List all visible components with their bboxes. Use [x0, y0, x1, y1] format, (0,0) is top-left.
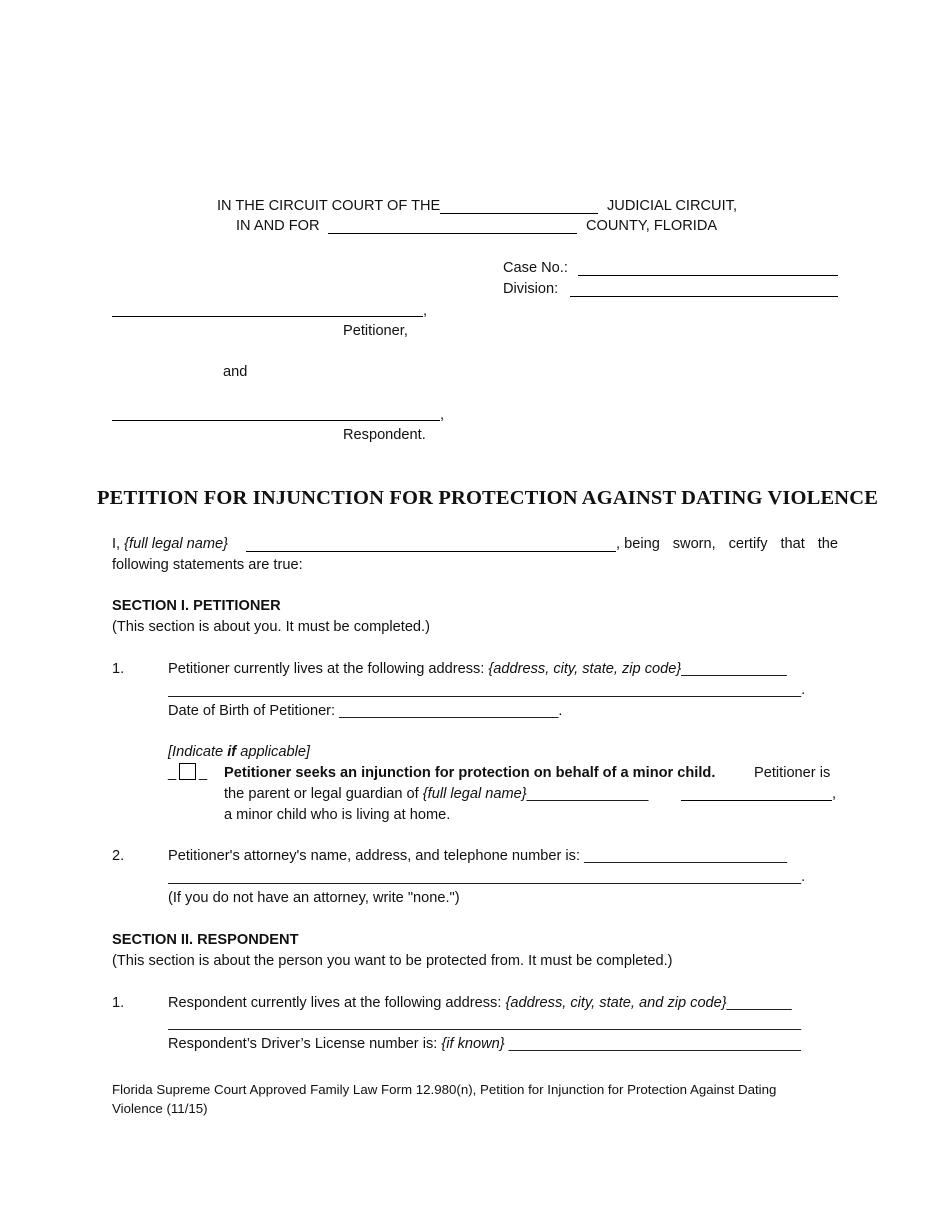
intro-suffix [616, 535, 838, 553]
intro-prefix [112, 535, 228, 553]
respondent-item1-number: 1. [112, 995, 125, 1011]
respondent-address-field[interactable]: ______________________________________________________________________________ [168, 1015, 802, 1031]
attorney-note: (If you do not have an attorney, write "none.") [168, 890, 460, 906]
indicate-close: applicable] [236, 744, 310, 760]
intro-line2: following statements are true: [112, 557, 303, 573]
full-legal-name-placeholder: {full legal name} [124, 536, 229, 552]
minor-name-field[interactable] [681, 800, 832, 801]
court-line1-label: IN THE CIRCUIT COURT OF THE [217, 198, 441, 214]
section2-note: (This section is about the person you want to be protected from. It must be completed.) [112, 953, 673, 969]
division-label: Division: [503, 281, 559, 297]
intro-word: , being [616, 536, 660, 552]
guardian-line [224, 785, 648, 803]
minor-blank-left: _ [168, 765, 177, 781]
petitioner-comma: , [423, 303, 428, 319]
dl-placeholder: {if known} [441, 1036, 505, 1052]
minor-child-petitioner-is: Petitioner is [754, 765, 831, 781]
case-no-field[interactable] [578, 275, 838, 276]
dob-label: Date of Birth of Petitioner: [168, 703, 336, 719]
address-placeholder: {address, city, state, zip code} [488, 661, 682, 677]
court-line2-label: IN AND FOR [236, 218, 320, 234]
minor-child-home: a minor child who is living at home. [224, 807, 451, 823]
minor-child-statement: Petitioner seeks an injunction for protection on behalf of a minor child. [224, 765, 716, 781]
petitioner-address-field[interactable]: ______________________________________________________________________________. [168, 682, 806, 698]
footer-line1: Florida Supreme Court Approved Family Law Form 12.980(n), Petition for Injunction for Protection Against Dating [112, 1082, 777, 1097]
dl-field[interactable]: ____________________________________ [508, 1036, 801, 1052]
footer-line2: Violence (11/15) [112, 1101, 208, 1116]
respondent-name-field[interactable] [112, 420, 440, 421]
petitioner-address-blank[interactable]: _____________ [681, 661, 787, 677]
petitioner-label: Petitioner, [343, 323, 408, 339]
case-no-label: Case No.: [503, 260, 568, 276]
division-field[interactable] [570, 296, 838, 297]
respondent-label: Respondent. [343, 427, 426, 443]
form-title: PETITION FOR INJUNCTION FOR PROTECTION AGAINST DATING VIOLENCE [97, 487, 879, 509]
intro-word: certify [728, 536, 768, 552]
indicate-if-applicable [168, 743, 310, 761]
minor-blank-right: _ [199, 765, 208, 781]
attorney-blank[interactable]: _________________________ [584, 848, 787, 864]
and-label: and [223, 364, 248, 380]
attorney-field[interactable]: ______________________________________________________________________________. [168, 869, 806, 885]
intro-word: the [817, 536, 838, 552]
petitioner-name-field[interactable] [112, 316, 423, 317]
court-line1-suffix: JUDICIAL CIRCUIT, [607, 198, 738, 214]
respondent-address-text: Respondent currently lives at the following address: [168, 995, 502, 1011]
dob-field[interactable]: ___________________________. [339, 703, 563, 719]
respondent-comma: , [440, 407, 445, 423]
minor-name-blank[interactable]: _______________ [526, 786, 649, 802]
minor-child-checkbox[interactable] [179, 763, 196, 780]
item2-number: 2. [112, 848, 125, 864]
dl-label: Respondent’s Driver’s License number is: [168, 1036, 438, 1052]
court-line2-suffix: COUNTY, FLORIDA [586, 218, 718, 234]
dob-line [168, 702, 562, 720]
section1-note: (This section is about you. It must be completed.) [112, 619, 430, 635]
respondent-address-placeholder: {address, city, state, and zip code} [505, 995, 727, 1011]
intro-word: that [780, 536, 805, 552]
dl-line [168, 1035, 801, 1053]
intro-word: sworn, [672, 536, 716, 552]
county-field[interactable] [328, 233, 577, 234]
petitioner-address-text: Petitioner currently lives at the following address: [168, 661, 485, 677]
attorney-line [168, 847, 787, 865]
guardian-text: the parent or legal guardian of [224, 786, 419, 802]
item1-number: 1. [112, 661, 125, 677]
petitioner-address-line [168, 660, 787, 678]
indicate-open: [Indicate [168, 744, 228, 760]
intro-prefix-text: I, [112, 536, 121, 552]
guardian-comma: , [832, 786, 837, 802]
respondent-address-line [168, 994, 792, 1012]
section2-heading: SECTION II. RESPONDENT [112, 932, 299, 948]
indicate-bold-word: if [227, 744, 237, 760]
full-legal-name-field[interactable] [246, 551, 616, 552]
respondent-address-blank[interactable]: ________ [726, 995, 792, 1011]
judicial-circuit-field[interactable] [440, 213, 598, 214]
attorney-text: Petitioner's attorney's name, address, and telephone number is: [168, 848, 581, 864]
minor-name-placeholder: {full legal name} [422, 786, 527, 802]
section1-heading: SECTION I. PETITIONER [112, 598, 281, 614]
